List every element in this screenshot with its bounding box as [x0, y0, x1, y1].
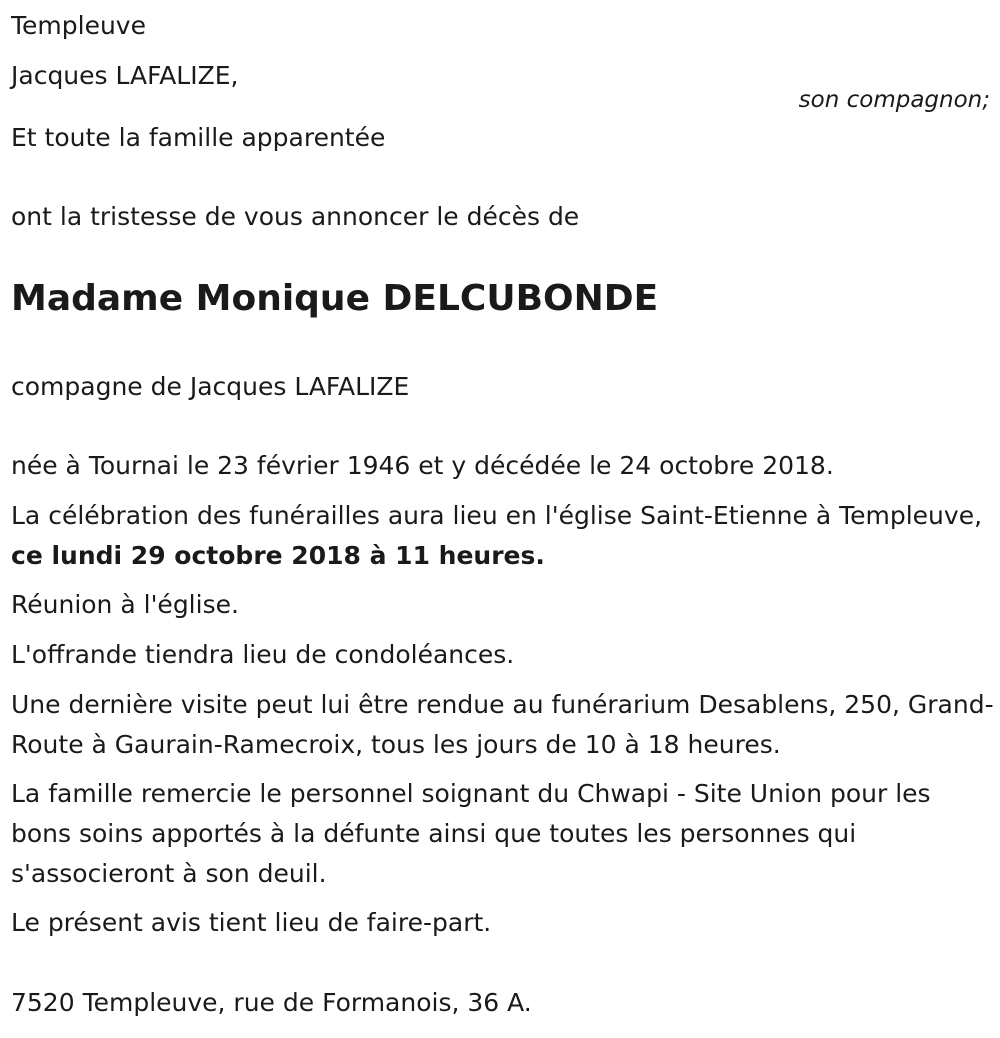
announcement-text: ont la tristesse de vous annoncer le décès de [11, 202, 580, 231]
notice-text: Le présent avis tient lieu de faire-part. [11, 908, 492, 937]
relation-text: compagne de Jacques LAFALIZE [11, 372, 410, 401]
deceased-name: Madame Monique DELCUBONDE [11, 278, 659, 319]
offering-text: L'offrande tiendra lieu de condoléances. [11, 640, 515, 669]
visit-paragraph: Une dernière visite peut lui être rendue au funérarium Desablens, 250, Grand-Route à Gaurain-Ramecroix, tous les jours de 10 à 18 heures. [11, 690, 994, 759]
companion-name: Jacques LAFALIZE, [11, 61, 239, 90]
funeral-date: ce lundi 29 octobre 2018 à 11 heures. [11, 541, 545, 570]
funeral-text: La célébration des funérailles aura lieu en l'église Saint-Etienne à Templeuve, [11, 501, 983, 530]
companion-role: son compagnon; [798, 87, 990, 113]
family-line: Et toute la famille apparentée [11, 123, 386, 152]
thanks-paragraph: La famille remercie le personnel soignant du Chwapi - Site Union pour les bons soins apportés à la défunte ainsi que toutes les personnes qui s'associeront à son deuil. [11, 779, 931, 888]
birth-death-text: née à Tournai le 23 février 1946 et y décédée le 24 octobre 2018. [11, 451, 834, 480]
address-text: 7520 Templeuve, rue de Formanois, 36 A. [11, 988, 532, 1017]
funeral-paragraph [11, 496, 996, 576]
place-line: Templeuve [11, 11, 146, 40]
meeting-text: Réunion à l'église. [11, 590, 239, 619]
